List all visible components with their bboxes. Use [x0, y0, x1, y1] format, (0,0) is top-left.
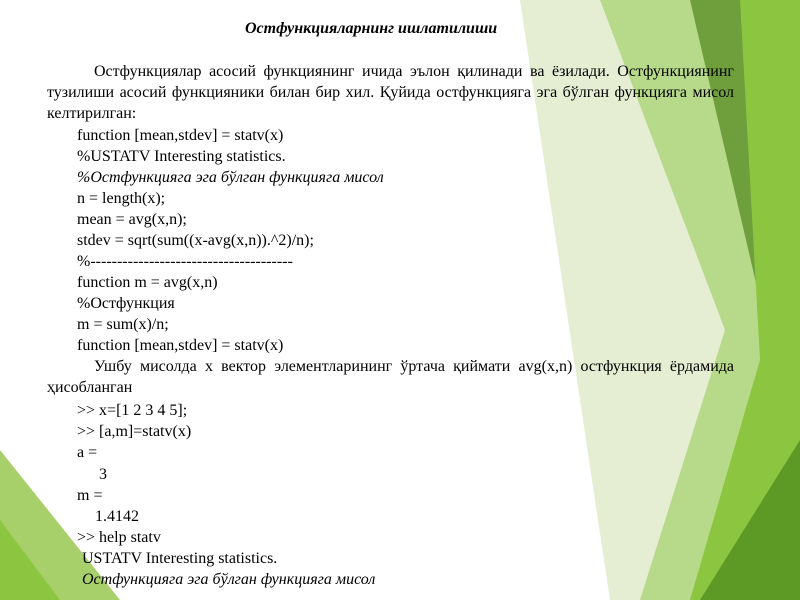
code-line: function [mean,stdev] = statv(x) — [77, 127, 284, 144]
code-line: m = sum(x)/n; — [77, 316, 169, 333]
intro-paragraph: Остфункциялар асосий функциянинг ичида эълон қилинади ва ёзилади. Остфункциянинг тузилиши асосий функцияники билан бир хил. Қуйида остфункцияга эга бўлган функцияга мисол келтирилган: — [47, 63, 734, 122]
code-line: stdev = sqrt(sum((x-avg(x,n)).^2)/n); — [77, 232, 314, 249]
code-line: n = length(x); — [77, 190, 166, 207]
session-line: >> [a,m]=statv(x) — [77, 423, 192, 440]
session-line: a = — [77, 444, 98, 461]
code-comment-line: %Остфункцияга эга бўлган функцияга мисол — [77, 169, 384, 186]
code-line: %USTATV Interesting statistics. — [77, 148, 286, 165]
code-line: function m = avg(x,n) — [77, 274, 218, 291]
session-line: USTATV Interesting statistics. — [82, 550, 278, 567]
slide-title: Остфункцияларнинг ишлатилиши — [245, 20, 498, 37]
session-comment-line: Остфункцияга эга бўлган функцияга мисол — [82, 571, 376, 588]
explanation-paragraph: Ушбу мисолда x вектор элементларининг ўртача қиймати avg(x,n) остфункция ёрдамида ҳисобланган — [47, 358, 734, 396]
session-value: 1.4142 — [95, 508, 139, 525]
session-line: m = — [77, 487, 103, 504]
session-value: 3 — [99, 466, 107, 483]
code-line: %Остфункция — [77, 295, 175, 312]
code-separator-line: %-------------------------------------- — [77, 253, 293, 270]
session-line: >> help statv — [77, 529, 161, 546]
session-line: >> x=[1 2 3 4 5]; — [77, 402, 188, 419]
code-line: function [mean,stdev] = statv(x) — [77, 337, 284, 354]
code-line: mean = avg(x,n); — [77, 211, 187, 228]
